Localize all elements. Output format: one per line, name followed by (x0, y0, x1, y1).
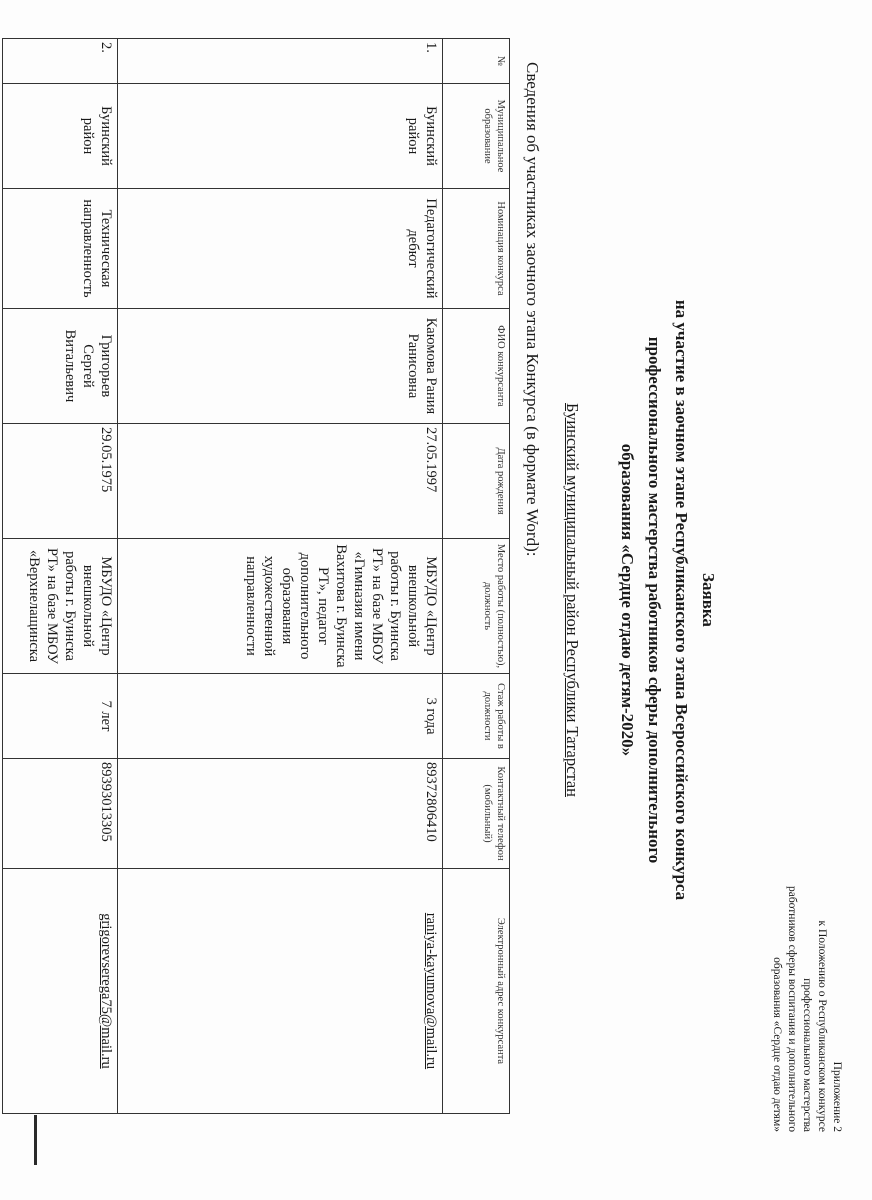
cell-email (118, 869, 443, 1114)
appendix-line: образования «Сердце отдаю детям» (771, 957, 783, 1132)
cell-num: 2. (3, 39, 118, 84)
appendix-note (769, 886, 844, 1132)
cell-municipality: Буинский район (3, 84, 118, 189)
participants-table (2, 38, 510, 1114)
header-email: Электронный адрес конкурсанта (443, 869, 510, 1114)
cell-workplace: МБУДО «Центр внешкольной работы г. Буинска РТ» на базе МБОУ «Верхнелащинска (3, 539, 118, 674)
appendix-line: профессионального мастерства (801, 978, 813, 1132)
cell-email (3, 869, 118, 1114)
email-link[interactable]: raniya-kayumova@mail.ru (423, 912, 439, 1070)
cell-experience: 7 лет (3, 674, 118, 759)
cell-birth: 27.05.1997 (118, 424, 443, 539)
region-name: Буинский муниципальный район Республики Татарстан (563, 403, 582, 797)
cell-municipality: Буинский район (118, 84, 443, 189)
title-line: на участие в заочном этапе Республиканского этапа Всероссийского конкурса (672, 299, 691, 901)
title-line: профессионального мастерства работников сферы дополнительного (645, 336, 664, 864)
document-title (614, 0, 722, 1200)
header-birth: Дата рождения (443, 424, 510, 539)
table-row (3, 39, 118, 1114)
email-link[interactable]: grigorevserega75@mail.ru (98, 913, 114, 1069)
cell-fio: Каюмова Рания Ранисовна (118, 309, 443, 424)
cell-phone: 89393013305 (3, 759, 118, 869)
title-line: Заявка (699, 573, 718, 627)
header-phone: Контактный телефон (мобильный) (443, 759, 510, 869)
header-nomination: Номинация конкурса (443, 189, 510, 309)
table-row (118, 39, 443, 1114)
table-header-row (443, 39, 510, 1114)
header-fio: ФИО конкурсанта (443, 309, 510, 424)
cell-phone: 89372806410 (118, 759, 443, 869)
title-line: образования «Сердце отдаю детям-2020» (618, 443, 637, 757)
header-num: № (443, 39, 510, 84)
cell-workplace: МБУДО «Центр внешкольной работы г. Буинска РТ» на базе МБОУ «Гимназия имени Вахитова г. Буинска РТ», педагог дополнительного образования художественной направленности (118, 539, 443, 674)
cell-experience: 3 года (118, 674, 443, 759)
header-workplace: Место работы (полностью), должность (443, 539, 510, 674)
header-experience: Стаж работы в должности (443, 674, 510, 759)
cell-num: 1. (118, 39, 443, 84)
cell-fio: Григорьев Сергей Витальевич (3, 309, 118, 424)
table-caption: Сведения об участниках заочного этапа Конкурса (в формате Word): (523, 62, 542, 557)
cell-birth: 29.05.1975 (3, 424, 118, 539)
cell-nomination: Техническая направленность (3, 189, 118, 309)
appendix-line: к Положению о Республиканском конкурсе (816, 920, 828, 1132)
cell-nomination: Педагогический дебют (118, 189, 443, 309)
appendix-line: работников сферы воспитания и дополнительного (786, 885, 798, 1132)
appendix-line: Приложение 2 (831, 1061, 843, 1132)
header-municipality: Муниципальное образование (443, 84, 510, 189)
